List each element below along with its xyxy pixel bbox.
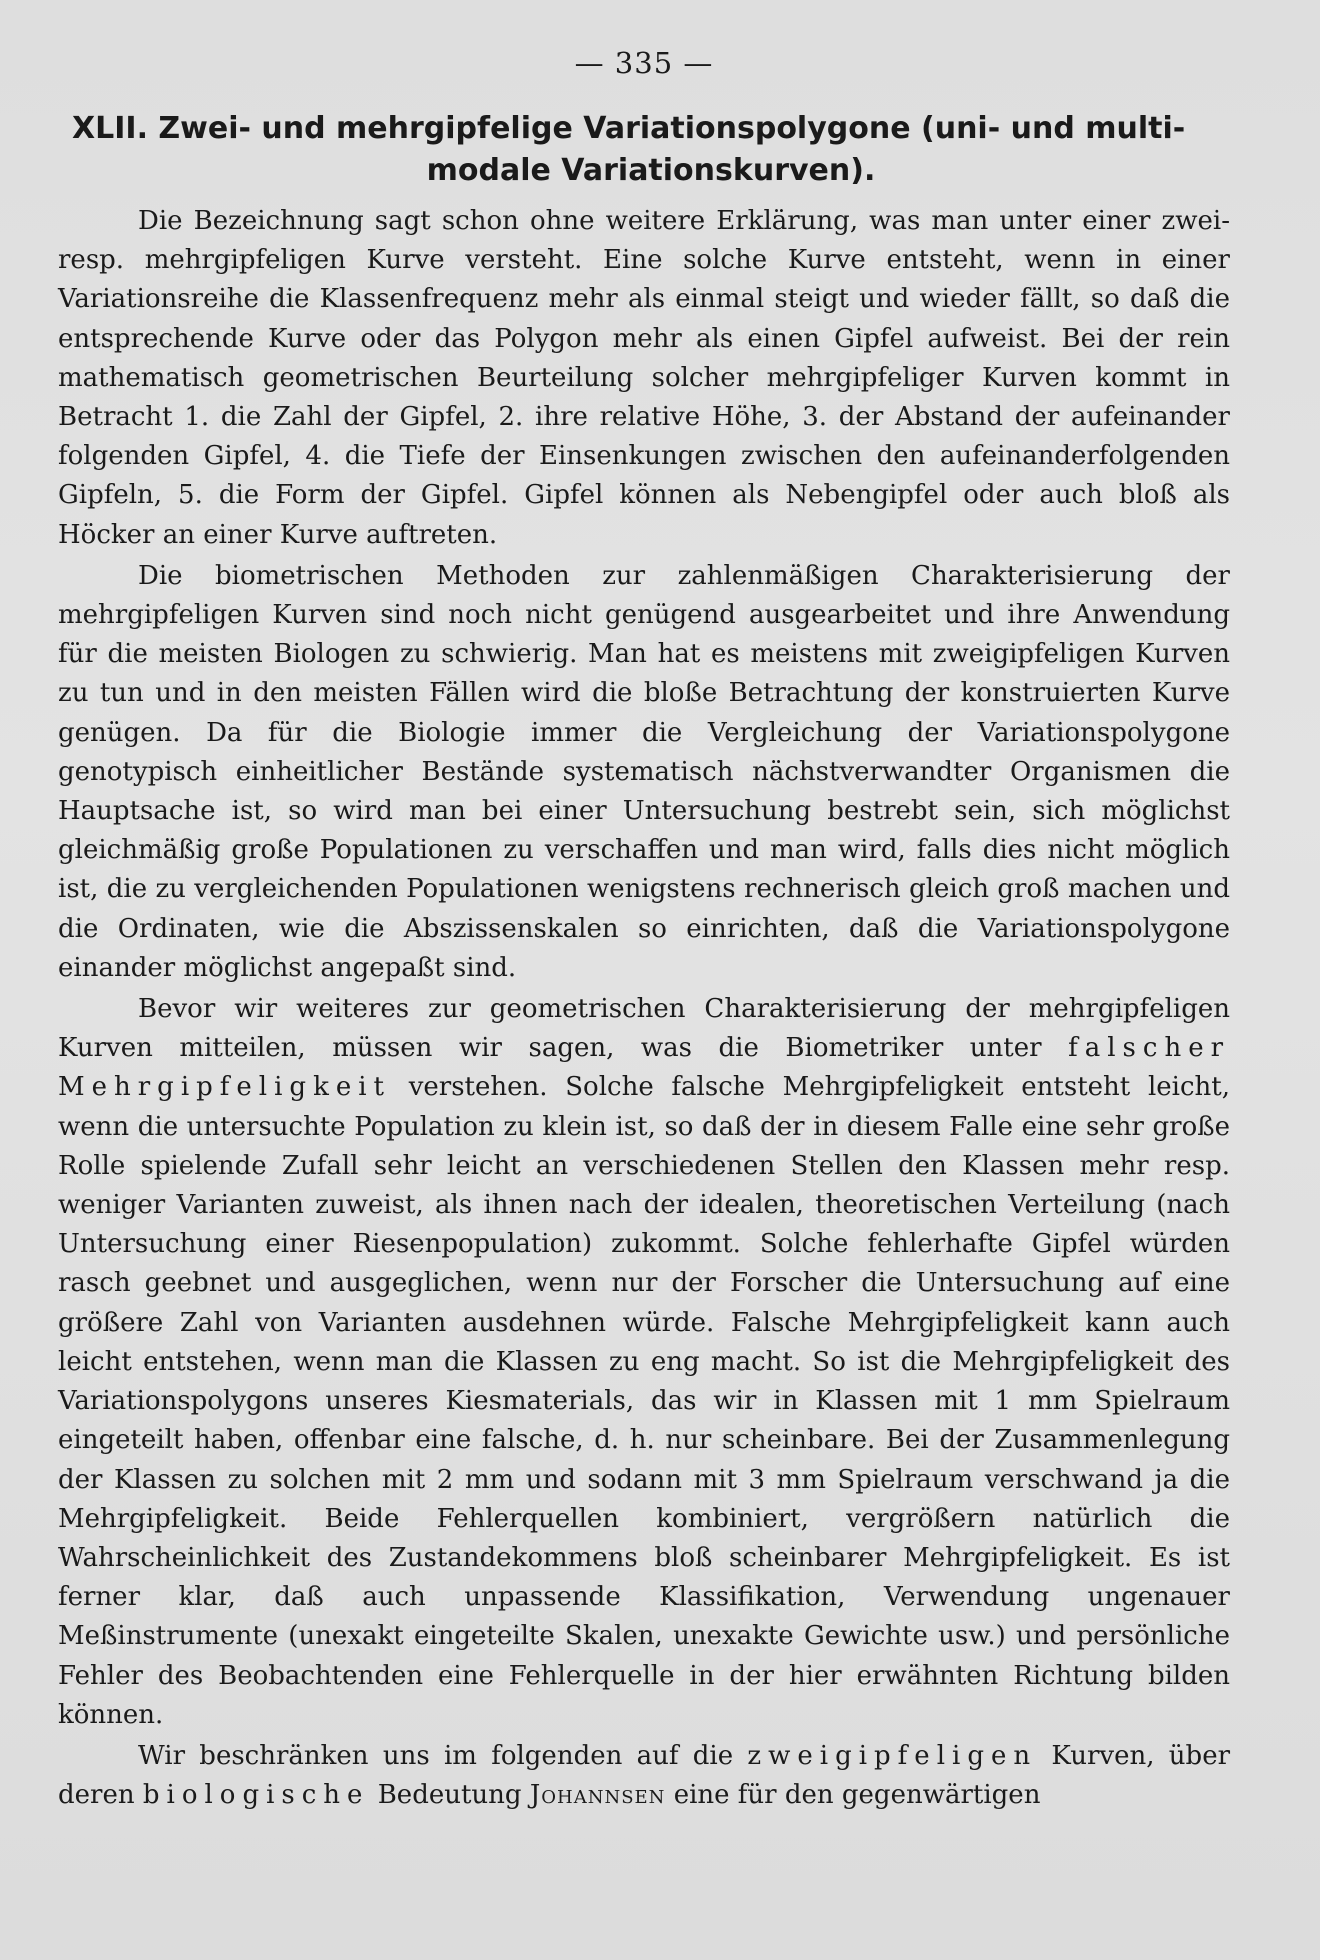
paragraph-1: Die Bezeichnung sagt schon ohne weitere Erklärung, was man unter einer zwei- resp. mehrgipfeligen Kurve versteht. Eine solche Kurve entsteht, wenn in einer Variationsreihe die Klassenfrequenz mehr als einmal steigt und wieder fällt, so daß die entsprechende Kurve oder das Polygon mehr als einen Gipfel aufweist. Bei der rein mathematisch geometrischen Beurteilung solcher mehrgipfeliger Kurven kommt in Betracht 1. die Zahl der Gipfel, 2. ihre relative Höhe, 3. der Abstand der aufeinander folgenden Gipfel, 4. die Tiefe der Einsenkungen zwischen den aufeinanderfolgenden Gipfeln, 5. die Form der Gipfel. Gipfel können als Nebengipfel oder auch bloß als Höcker an einer Kurve auftreten. <box>58 206 1230 550</box>
paragraph-3-text-b: verstehen. Solche falsche Mehrgipfeligkeit entsteht leicht, wenn die untersuchte Population zu klein ist, so daß der in diesem Falle eine sehr große Rolle spielende Zufall sehr leicht an verschiedenen Stellen den Klassen mehr resp. weniger Varianten zuweist, als ihnen nach der idealen, theoretischen Verteilung (nach Untersuchung einer Riesenpopulation) zukommt. Solche fehlerhafte Gipfel würden rasch geebnet und ausgeglichen, wenn nur der Forscher die Untersuchung auf eine größere Zahl von Varianten ausdehnen würde. Falsche Mehrgipfeligkeit kann auch leicht entstehen, wenn man die Klassen zu eng macht. So ist die Mehrgipfeligkeit des Variationspolygons unseres Kiesmaterials, das wir in Klassen mit 1 mm Spielraum eingeteilt haben, offenbar eine falsche, d. h. nur scheinbare. Bei der Zusammenlegung der Klassen zu solchen mit 2 mm und sodann mit 3 mm Spielraum verschwand ja die Mehrgipfeligkeit. Beide Fehlerquellen kombiniert, vergrößern natürlich die Wahrscheinlichkeit des Zustandekommens bloß scheinbarer Mehrgipfeligkeit. Es ist ferner klar, daß auch unpassende Klassifikation, Verwendung ungenauer Meßinstrumente (unexakt eingeteilte Skalen, unexakte Gewichte usw.) und persönliche Fehler des Beobachtenden eine Fehlerquelle in der hier erwähnten Richtung bilden können. <box>58 1072 1231 1730</box>
chapter-heading-line-2: modale Variationskurven). <box>426 153 876 188</box>
spaced-emphasis-zweigipfeligen: zweigipfeligen <box>747 1740 1038 1771</box>
page-number: — 335 — <box>574 46 714 80</box>
paragraph-4-text-c: Bedeutung <box>377 1780 522 1811</box>
paragraph-4 <box>58 1737 1230 1815</box>
paragraph-4-text-d: eine für den gegenwärtigen <box>673 1780 1041 1811</box>
paragraph-3 <box>58 990 1230 1735</box>
paragraph-3-text-a: Bevor wir weiteres zur geometrischen Charakterisierung der mehrgipfeligen Kurven mitteilen, müssen wir sagen, was die Biometriker unter <box>58 994 1230 1064</box>
chapter-heading <box>72 108 1230 192</box>
spaced-emphasis-falscher-mehrgipfeligkeit: falscher Mehrgipfeligkeit <box>58 1033 1231 1103</box>
spaced-emphasis-biologische: biologische <box>142 1780 370 1811</box>
author-name-johannsen: Johannsen <box>529 1780 666 1811</box>
chapter-heading-line-1: XLII. Zwei- und mehrgipfelige Variationspolygone (uni- und multi- <box>72 111 1186 146</box>
paragraph-2: Die biometrischen Methoden zur zahlenmäßigen Charakterisierung der mehrgipfeligen Kurven sind noch nicht genügend ausgearbeitet und ihre Anwendung für die meisten Biologen zu schwierig. Man hat es meistens mit zweigipfeligen Kurven zu tun und in den meisten Fällen wird die bloße Betrachtung der konstruierten Kurve genügen. Da für die Biologie immer die Vergleichung der Variationspolygone genotypisch einheitlicher Bestände systematisch nächstverwandter Organismen die Hauptsache ist, so wird man bei einer Untersuchung bestrebt sein, sich möglichst gleichmäßig große Populationen zu verschaffen und man wird, falls dies nicht möglich ist, die zu vergleichenden Populationen wenigstens rechnerisch gleich groß machen und die Ordinaten, wie die Abszissenskalen so einrichten, daß die Variationspolygone einander möglichst angepaßt sind. <box>58 560 1230 983</box>
paragraph-4-text-a: Wir beschränken uns im folgenden auf die <box>138 1740 734 1771</box>
paragraph-4-text-b: Kurven, über deren <box>58 1740 1231 1811</box>
